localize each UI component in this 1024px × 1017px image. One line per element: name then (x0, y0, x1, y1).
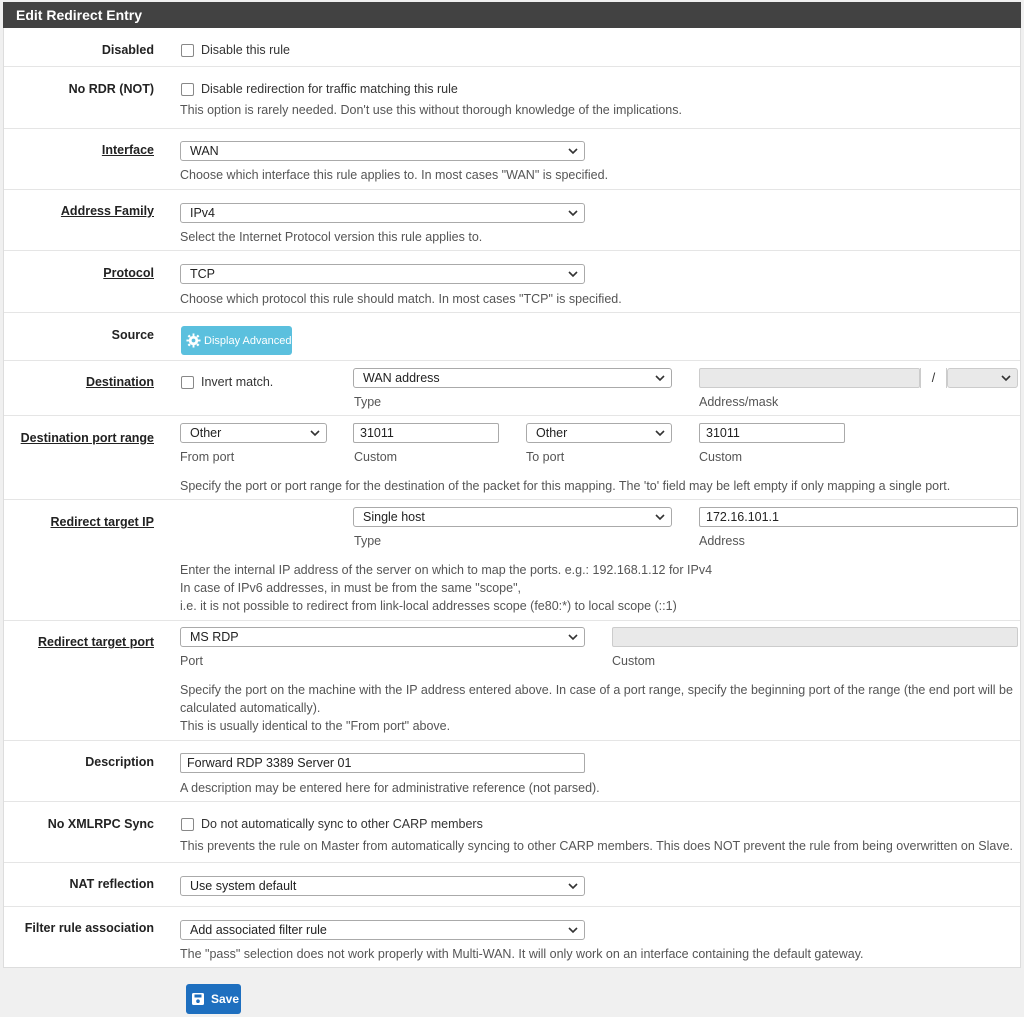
to-port-select[interactable] (526, 423, 672, 443)
checkbox-box[interactable] (181, 376, 194, 389)
protocol-value: TCP (190, 267, 215, 281)
row-divider (4, 415, 1020, 416)
row-divider (4, 740, 1020, 741)
to-custom-caption: Custom (699, 450, 743, 464)
description-label: Description (85, 755, 154, 769)
redirect-port-value: MS RDP (190, 630, 239, 644)
interface-label[interactable]: Interface (101, 143, 154, 157)
nat-reflection-value: Use system default (190, 879, 297, 893)
dest-port-help: Specify the port or port range for the destination of the packet for this mapping. The 'to' field may be left empty if only mapping a single port. (180, 479, 951, 493)
destination-type-value: WAN address (363, 371, 440, 385)
address-family-help: Select the Internet Protocol version this rule applies to. (180, 230, 483, 244)
row-divider (4, 250, 1020, 251)
nat-reflection-label: NAT reflection (69, 877, 154, 891)
chevron-down-icon (568, 631, 578, 643)
destination-address-input[interactable] (699, 368, 920, 388)
noxmlrpc-help: This prevents the rule on Master from automatically syncing to other CARP members. This does NOT prevent the rule from being overwritten on Slave. (180, 839, 1014, 853)
noxmlrpc-checkbox-label: Do not automatically sync to other CARP members (201, 817, 483, 831)
checkbox-box[interactable] (181, 818, 194, 831)
protocol-select[interactable] (180, 264, 585, 284)
disable-rule-checkbox[interactable] (181, 43, 290, 57)
from-custom-caption: Custom (354, 450, 398, 464)
chevron-down-icon (568, 207, 578, 219)
disable-rule-label: Disable this rule (201, 43, 290, 57)
from-port-select[interactable] (180, 423, 327, 443)
from-port-value: Other (190, 426, 222, 440)
noxmlrpc-label: No XMLRPC Sync (47, 817, 154, 831)
redirect-ip-help-2: In case of IPv6 addresses, in must be from the same "scope", (180, 581, 521, 595)
redirect-port-help-1: Specify the port on the machine with the IP address entered above. In case of a port range, specify the beginning port of the range (the end port will be (180, 683, 1013, 697)
gear-icon (186, 333, 201, 348)
nordr-checkbox[interactable] (181, 82, 458, 96)
display-advanced-label: Display Advanced (204, 334, 292, 347)
description-help: A description may be entered here for administrative reference (not parsed). (180, 781, 600, 795)
chevron-down-icon (655, 372, 665, 384)
to-port-value: Other (536, 426, 568, 440)
destination-mask-select[interactable] (947, 368, 1018, 388)
redirect-port-caption: Port (180, 654, 203, 668)
save-label: Save (211, 992, 240, 1006)
chevron-down-icon (568, 880, 578, 892)
to-port-custom-input[interactable]: 31011 (699, 423, 845, 443)
filter-assoc-help: The "pass" selection does not work properly with Multi-WAN. It will only work on an interface containing the default gateway. (180, 947, 864, 961)
redirect-port-label[interactable]: Redirect target port (38, 635, 154, 649)
description-input[interactable]: Forward RDP 3389 Server 01 (180, 753, 585, 773)
redirect-ip-address-input[interactable]: 172.16.101.1 (699, 507, 1018, 527)
row-divider (4, 189, 1020, 190)
address-family-value: IPv4 (190, 206, 216, 220)
redirect-port-help-2: calculated automatically). (180, 701, 321, 715)
disabled-label: Disabled (101, 43, 154, 57)
display-advanced-button[interactable] (181, 326, 292, 355)
mask-slash: / (920, 368, 947, 388)
save-button[interactable] (186, 984, 241, 1014)
row-divider (4, 66, 1020, 67)
interface-value: WAN (190, 144, 219, 158)
destination-addr-caption: Address/mask (699, 395, 779, 409)
redirect-port-select[interactable] (180, 627, 585, 647)
source-label: Source (111, 328, 154, 342)
nordr-label: No RDR (NOT) (68, 82, 154, 96)
invert-match-label: Invert match. (201, 375, 274, 389)
floppy-disk-icon (191, 992, 205, 1006)
row-divider (4, 312, 1020, 313)
checkbox-box[interactable] (181, 83, 194, 96)
row-divider (4, 360, 1020, 361)
from-port-caption: From port (180, 450, 235, 464)
address-family-select[interactable] (180, 203, 585, 223)
interface-select[interactable] (180, 141, 585, 161)
redirect-ip-type-select[interactable] (353, 507, 672, 527)
destination-type-select[interactable] (353, 368, 672, 388)
dest-port-range-label[interactable]: Destination port range (20, 431, 154, 445)
invert-match-checkbox[interactable] (181, 375, 273, 389)
row-divider (4, 128, 1020, 129)
redirect-ip-help-1: Enter the internal IP address of the server on which to map the ports. e.g.: 192.168.1.12 for IPv4 (180, 563, 713, 577)
interface-help: Choose which interface this rule applies to. In most cases "WAN" is specified. (180, 168, 609, 182)
address-family-label[interactable]: Address Family (60, 204, 154, 218)
redirect-port-help-3: This is usually identical to the "From port" above. (180, 719, 451, 733)
chevron-down-icon (568, 145, 578, 157)
protocol-label[interactable]: Protocol (103, 266, 154, 280)
checkbox-box[interactable] (181, 44, 194, 57)
row-divider (4, 620, 1020, 621)
chevron-down-icon (568, 268, 578, 280)
destination-label[interactable]: Destination (85, 375, 154, 389)
redirect-ip-address-caption: Address (699, 534, 745, 548)
filter-assoc-select[interactable] (180, 920, 585, 940)
row-divider (4, 906, 1020, 907)
protocol-help: Choose which protocol this rule should match. In most cases "TCP" is specified. (180, 292, 622, 306)
redirect-ip-help-3: i.e. it is not possible to redirect from link-local addresses scope (fe80:*) to local scope (::1) (180, 599, 677, 613)
redirect-port-custom-caption: Custom (612, 654, 656, 668)
nat-reflection-select[interactable] (180, 876, 585, 896)
chevron-down-icon (310, 427, 320, 439)
redirect-ip-type-caption: Type (354, 534, 382, 548)
nordr-help: This option is rarely needed. Don't use this without thorough knowledge of the implications. (180, 103, 682, 117)
to-port-caption: To port (526, 450, 565, 464)
from-port-custom-input[interactable]: 31011 (353, 423, 499, 443)
redirect-port-custom-input[interactable] (612, 627, 1018, 647)
destination-type-caption: Type (354, 395, 382, 409)
panel-title: Edit Redirect Entry (3, 2, 1021, 28)
chevron-down-icon (655, 511, 665, 523)
redirect-ip-type-value: Single host (363, 510, 425, 524)
noxmlrpc-checkbox[interactable] (181, 817, 483, 831)
redirect-ip-label[interactable]: Redirect target IP (50, 515, 154, 529)
row-divider (4, 862, 1020, 863)
chevron-down-icon (655, 427, 665, 439)
chevron-down-icon (1001, 372, 1011, 384)
row-divider (4, 801, 1020, 802)
filter-assoc-label: Filter rule association (24, 921, 154, 935)
nordr-checkbox-label: Disable redirection for traffic matching this rule (201, 82, 458, 96)
chevron-down-icon (568, 924, 578, 936)
filter-assoc-value: Add associated filter rule (190, 923, 327, 937)
row-divider (4, 499, 1020, 500)
